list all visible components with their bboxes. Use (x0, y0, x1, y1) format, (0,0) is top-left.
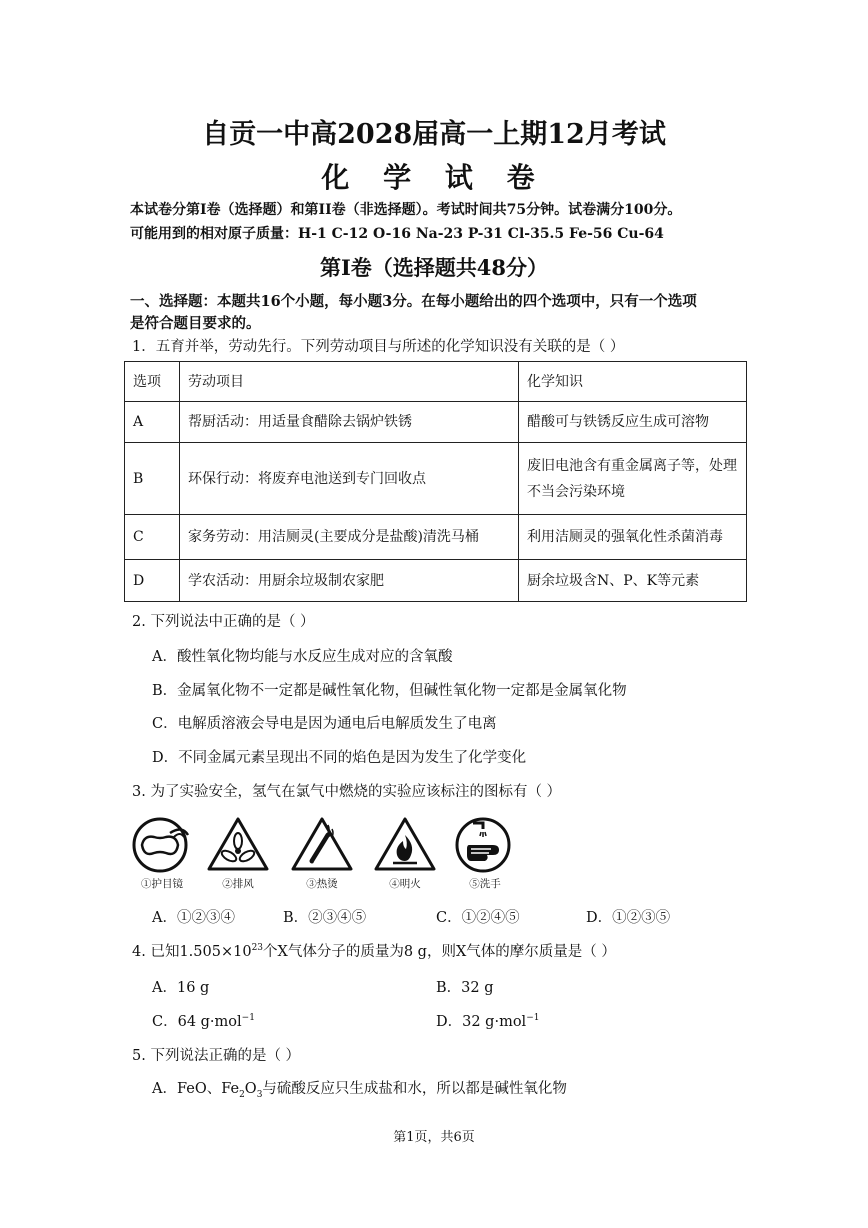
table-cell-option: C (125, 515, 180, 560)
table-cell-option: A (125, 402, 180, 443)
table-cell-knowledge: 醋酸可与铁锈反应生成可溶物 (519, 402, 747, 443)
table-row (125, 402, 747, 443)
exam-info-line-1: 本试卷分第I卷（选择题）和第II卷（非选择题）。考试时间共75分钟。试卷满分100分。 (130, 202, 682, 218)
icon-caption: ①护目镜 (141, 878, 183, 890)
question-5-option-a: A．FeO、$Fe_2O_3$与硫酸反应只生成盐和水，所以都是碱性氧化物 (152, 1081, 567, 1100)
table-cell-option: B (125, 443, 180, 515)
question-2-option-b: B．金属氧化物不一定都是碱性氧化物，但碱性氧化物一定都是金属氧化物 (152, 683, 627, 699)
table-cell-knowledge: 厨余垃圾含N、P、K等元素 (519, 560, 747, 602)
hand-wash-icon (453, 815, 517, 873)
exam-subtitle: 化 学 试 卷 (321, 161, 547, 194)
question-4-option-b: B．32 g (436, 980, 494, 996)
section-instruction-1: 一、选择题：本题共16个小题，每小题3分。在每小题给出的四个选项中，只有一个选项 (130, 293, 697, 310)
question-1-stem: 1．五育并举，劳动先行。下列劳动项目与所述的化学知识没有关联的是（ ） (132, 339, 625, 355)
question-1-table (124, 361, 747, 602)
hot-surface-icon (290, 815, 354, 873)
question-3-option-d: D．①②③⑤ (586, 910, 671, 926)
table-cell-knowledge: 废旧电池含有重金属离子等，处理不当会污染环境 (519, 443, 747, 515)
question-4-option-d: D．32 g·mol$^{-1}$ (436, 1013, 540, 1030)
table-header-cell: 劳动项目 (180, 362, 519, 402)
flame-icon (373, 815, 437, 873)
question-4-option-c: C．64 g·mol$^{-1}$ (152, 1013, 255, 1030)
page-footer: 第1页，共6页 (393, 1130, 475, 1145)
section-instruction-2: 是符合题目要求的。 (130, 315, 261, 332)
table-row (125, 560, 747, 602)
icon-caption: ②排风 (222, 878, 254, 890)
question-4-stem: 4. 已知$1.505\times 10^{23}$个X气体分子的质量为8 g，则X气体的摩尔质量是（ ） (132, 943, 616, 960)
table-header-row (125, 362, 747, 402)
table-row (125, 515, 747, 560)
question-3-stem: 3. 为了实验安全，氢气在氯气中燃烧的实验应该标注的图标有（ ） (132, 784, 562, 800)
icon-caption: ④明火 (389, 878, 421, 890)
atomic-mass-line: 可能用到的相对原子质量：H-1 C-12 O-16 Na-23 P-31 Cl-35.5 Fe-56 Cu-64 (130, 226, 664, 242)
table-cell-activity: 帮厨活动：用适量食醋除去锅炉铁锈 (180, 402, 519, 443)
question-5-stem: 5. 下列说法正确的是（ ） (132, 1048, 301, 1064)
icon-caption: ⑤洗手 (469, 878, 501, 890)
question-2-option-c: C．电解质溶液会导电是因为通电后电解质发生了电离 (152, 716, 497, 732)
table-cell-activity: 学农活动：用厨余垃圾制农家肥 (180, 560, 519, 602)
goggles-icon (130, 815, 194, 873)
table-header-cell: 选项 (125, 362, 180, 402)
icon-caption: ③热烫 (306, 878, 338, 890)
table-header-cell: 化学知识 (519, 362, 747, 402)
section-title: 第I卷（选择题共48分） (319, 255, 549, 280)
question-2-option-a: A．酸性氧化物均能与水反应生成对应的含氧酸 (152, 649, 453, 665)
question-3-option-a: A．①②③④ (152, 910, 235, 926)
table-row (125, 443, 747, 515)
fan-icon (206, 815, 270, 873)
question-2-stem: 2. 下列说法中正确的是（ ） (132, 614, 315, 630)
question-3-option-b: B．②③④⑤ (283, 910, 367, 926)
table-cell-option: D (125, 560, 180, 602)
table-cell-knowledge: 利用洁厕灵的强氧化性杀菌消毒 (519, 515, 747, 560)
question-4-option-a: A．16 g (152, 980, 210, 996)
question-2-option-d: D．不同金属元素呈现出不同的焰色是因为发生了化学变化 (152, 750, 527, 766)
question-3-option-c: C．①②④⑤ (436, 910, 520, 926)
table-cell-activity: 环保行动：将废弃电池送到专门回收点 (180, 443, 519, 515)
exam-title: 自贡一中高2028届高一上期12月考试 (202, 119, 666, 150)
table-cell-activity: 家务劳动：用洁厕灵(主要成分是盐酸)清洗马桶 (180, 515, 519, 560)
